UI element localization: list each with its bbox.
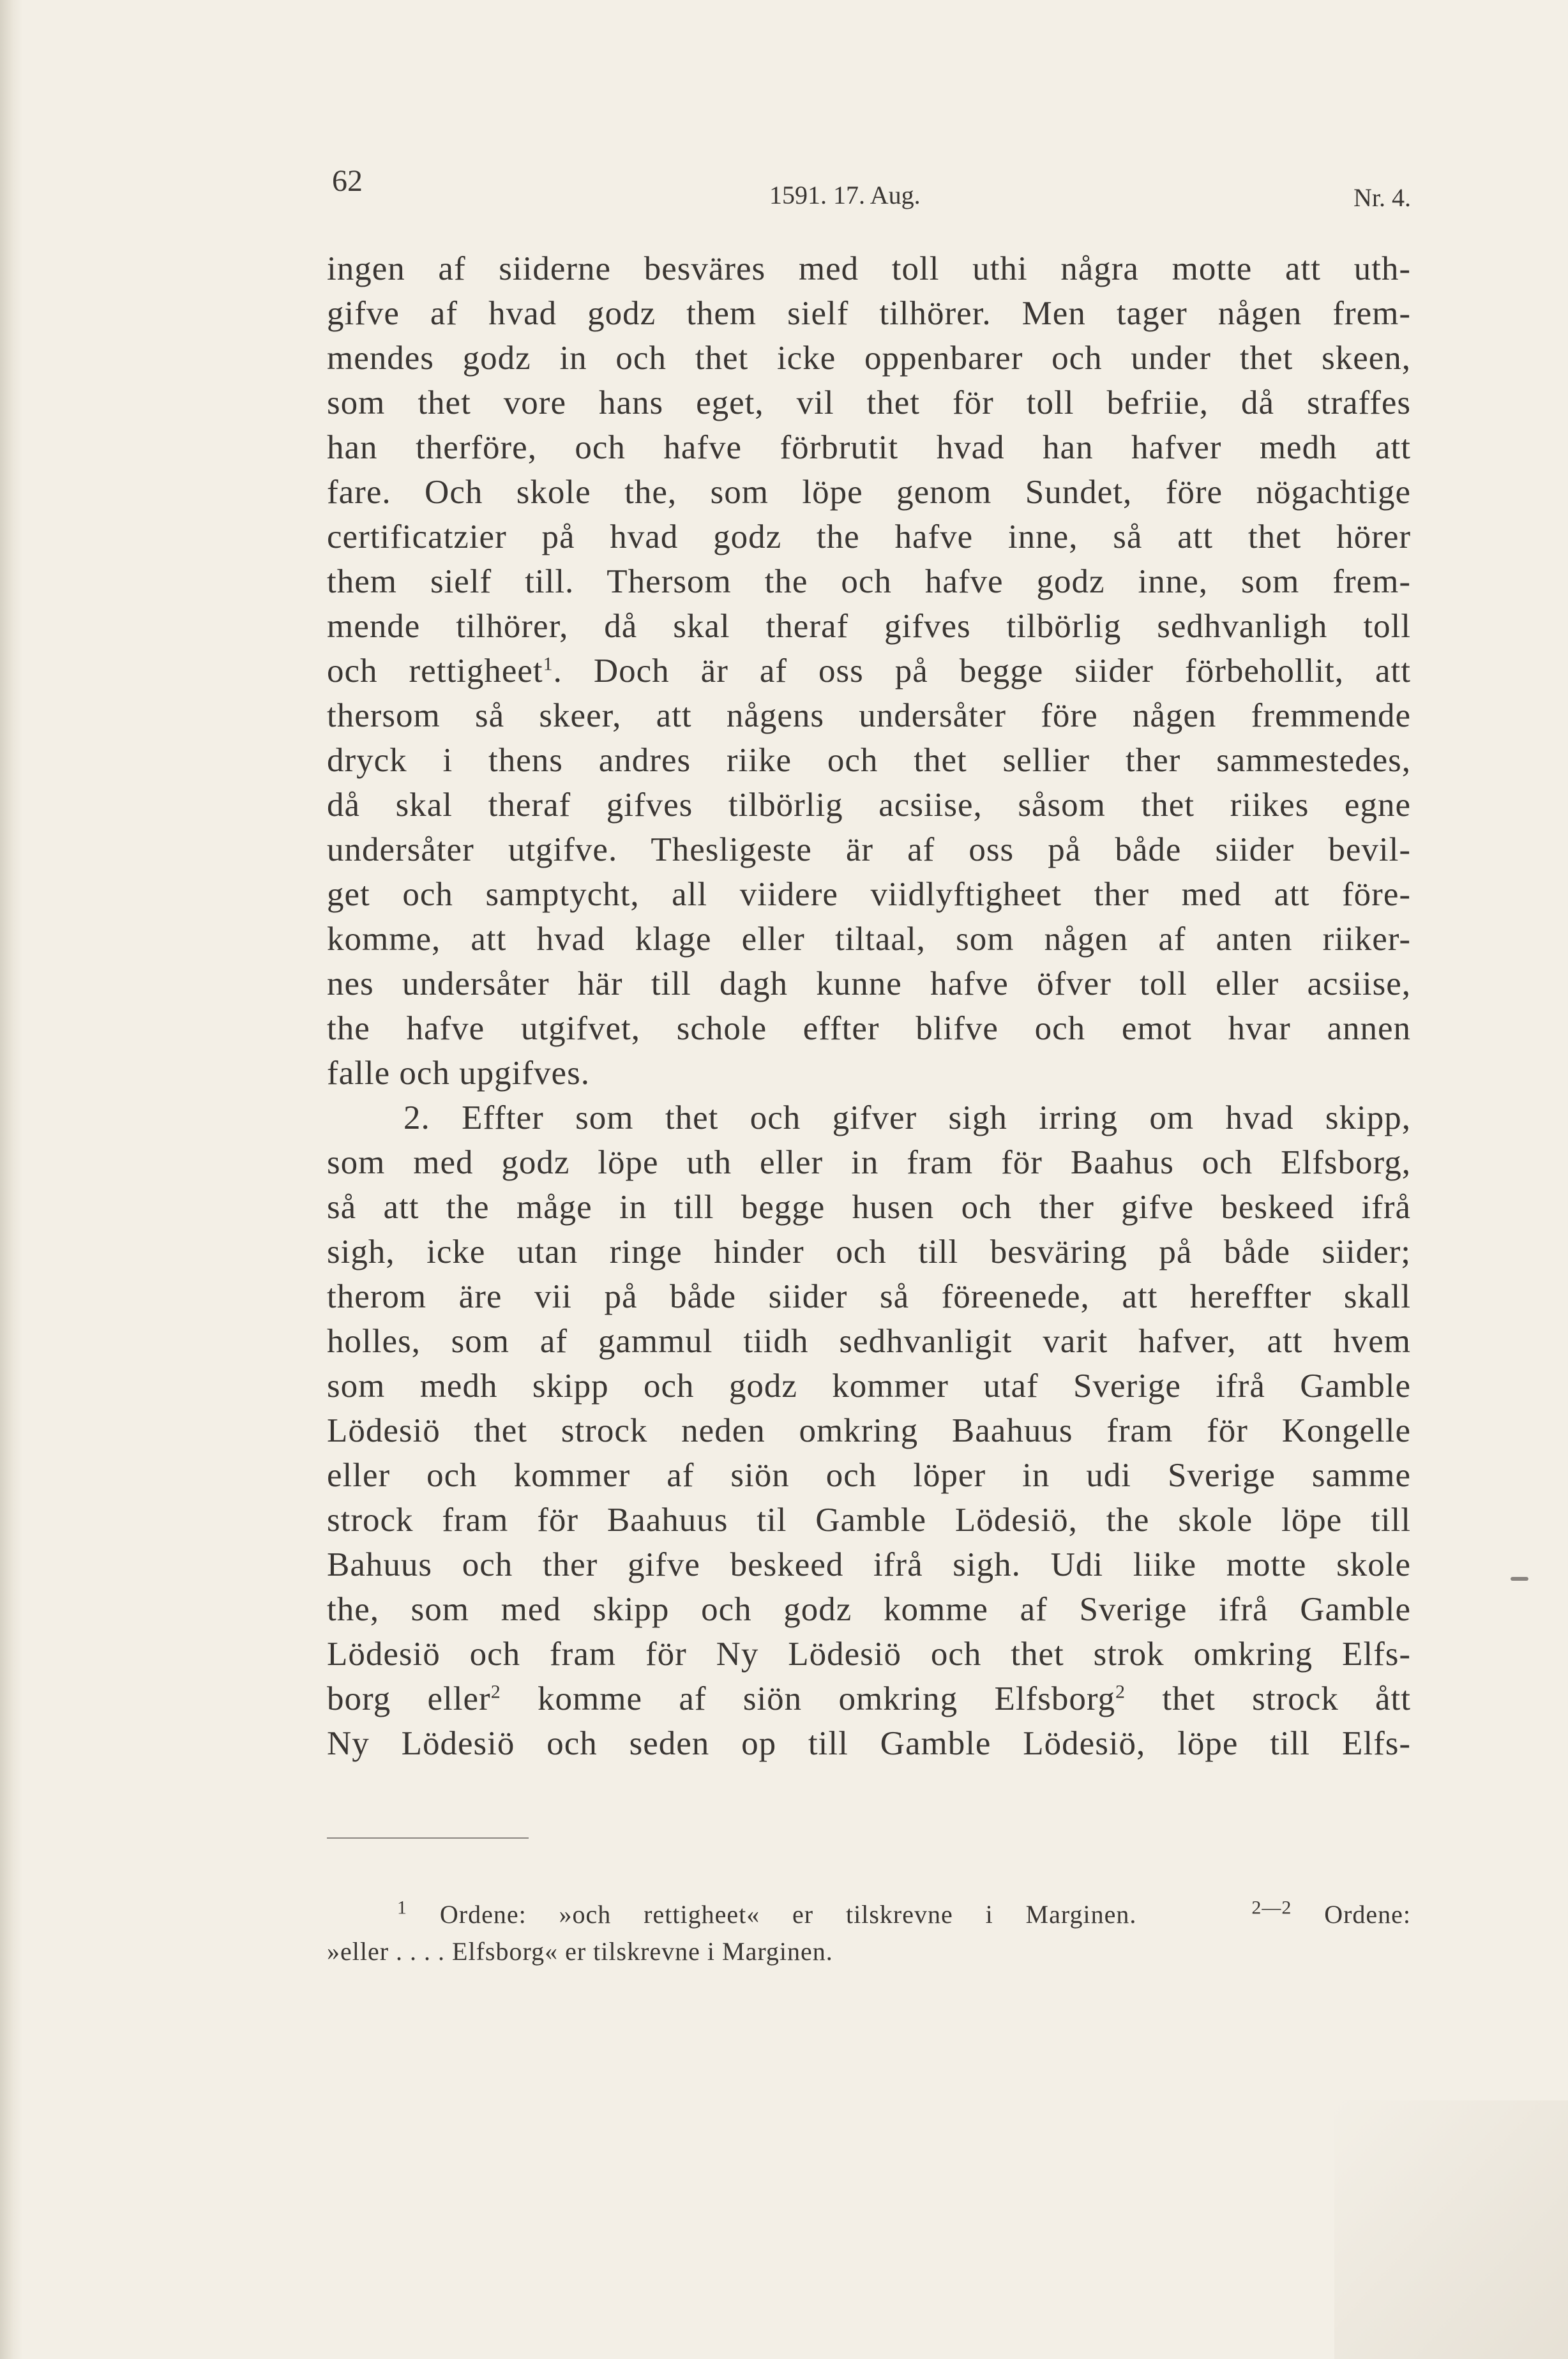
text-line: them sielf till. Thersom the och hafve godz inne, som frem-: [327, 563, 1411, 600]
text-fragment: borg eller: [327, 1680, 491, 1717]
text-line: therom äre vii på både siider så föreenede, att hereffter skall: [327, 1278, 1411, 1315]
text-fragment: thet strock ått: [1126, 1680, 1412, 1717]
document-number: Nr. 4.: [1353, 183, 1411, 212]
text-fragment: och rettigheet: [327, 652, 543, 690]
body-text: [327, 246, 1411, 1766]
paragraph-start: 2. Effter som thet och gifver sigh irring om hvad skipp,: [403, 1099, 1411, 1136]
footnote-line: [327, 1896, 1411, 1933]
text-line: fare. Och skole the, som löpe genom Sundet, före nögachtige: [327, 474, 1411, 511]
footnote-line: »eller . . . . Elfsborg« er tilskrevne i Marginen.: [327, 1937, 833, 1966]
text-fragment: . Doch är af oss på begge siider förbehollit, att: [553, 652, 1411, 690]
text-line: som med godz löpe uth eller in fram för Baahus och Elfsborg,: [327, 1144, 1411, 1181]
text-line: Lödesiö thet strock neden omkring Baahuus fram för Kongelle: [327, 1412, 1411, 1449]
text-line: [327, 649, 1411, 693]
text-line: the hafve utgifvet, schole effter blifve och emot hvar annen: [327, 1010, 1411, 1047]
text-line: falle och upgifves.: [327, 1055, 590, 1092]
text-line: Bahuus och ther gifve beskeed ifrå sigh. Udi liike motte skole: [327, 1546, 1411, 1583]
page-header: [332, 158, 1411, 212]
text-line: dryck i thens andres riike och thet sellier ther sammestedes,: [327, 742, 1411, 779]
text-line: the, som med skipp och godz komme af Sverige ifrå Gamble: [327, 1591, 1411, 1628]
text-line: gifve af hvad godz them sielf tilhörer. Men tager någen frem-: [327, 295, 1411, 332]
text-line: certificatzier på hvad godz the hafve inne, så att thet hörer: [327, 518, 1411, 555]
footnotes: [327, 1896, 1411, 1970]
paper-stain: [1334, 2100, 1568, 2359]
text-line: nes undersåter här till dagh kunne hafve öfver toll eller acsiise,: [327, 965, 1411, 1002]
text-line: som thet vore hans eget, vil thet för toll befriie, då straffes: [327, 384, 1411, 421]
text-line: holles, som af gammul tiidh sedhvanligit varit hafver, att hvem: [327, 1323, 1411, 1360]
page-edge-shadow: [0, 0, 23, 2359]
page-number: 62: [332, 164, 363, 198]
text-line: sigh, icke utan ringe hinder och till besväring på både siider;: [327, 1233, 1411, 1270]
footnote-ref-2-end: 2: [1115, 1681, 1126, 1703]
text-line: undersåter utgifve. Thesligeste är af oss på både siider bevil-: [327, 831, 1411, 868]
text-line: så att the måge in till begge husen och ther gifve beskeed ifrå: [327, 1189, 1411, 1226]
footnote-2-text-start: Ordene:: [1324, 1900, 1412, 1929]
text-line: strock fram för Baahuus til Gamble Lödesiö, the skole löpe till: [327, 1502, 1411, 1539]
text-line: thersom så skeer, att någens undersåter före någen fremmende: [327, 697, 1411, 734]
margin-mark: [1511, 1577, 1528, 1581]
footnote-ref-2: 2: [490, 1681, 501, 1703]
header-date: 1591. 17. Aug.: [769, 181, 921, 209]
footnote-marker-1: 1: [397, 1897, 407, 1918]
text-line: han therföre, och hafve förbrutit hvad han hafver medh att: [327, 429, 1411, 466]
footnote-divider: [327, 1837, 529, 1839]
text-line: Lödesiö och fram för Ny Lödesiö och thet strok omkring Elfs-: [327, 1636, 1411, 1673]
text-line: ingen af siiderne besväres med toll uthi några motte att uth-: [327, 250, 1411, 287]
text-line: get och samptycht, all viidere viidlyftigheet ther med att före-: [327, 876, 1411, 913]
text-line: mendes godz in och thet icke oppenbarer och under thet skeen,: [327, 340, 1411, 377]
text-line: som medh skipp och godz kommer utaf Sverige ifrå Gamble: [327, 1368, 1411, 1405]
text-line: Ny Lödesiö och seden op till Gamble Lödesiö, löpe till Elfs-: [327, 1725, 1411, 1762]
text-line: då skal theraf gifves tilbörlig acsiise, såsom thet riikes egne: [327, 787, 1411, 824]
text-line: komme, att hvad klage eller tiltaal, som någen af anten riiker-: [327, 921, 1411, 958]
text-line: [327, 1677, 1411, 1721]
footnote-marker-2: 2—2: [1251, 1897, 1292, 1918]
text-line: eller och kommer af siön och löper in udi Sverige samme: [327, 1457, 1411, 1494]
footnote-1-text: Ordene: »och rettigheet« er tilskrevne i Marginen.: [439, 1900, 1137, 1929]
footnote-ref-1: 1: [543, 653, 554, 675]
text-line: mende tilhörer, då skal theraf gifves tilbörlig sedhvanligh toll: [327, 608, 1411, 645]
text-fragment: komme af siön omkring Elfsborg: [501, 1680, 1116, 1717]
